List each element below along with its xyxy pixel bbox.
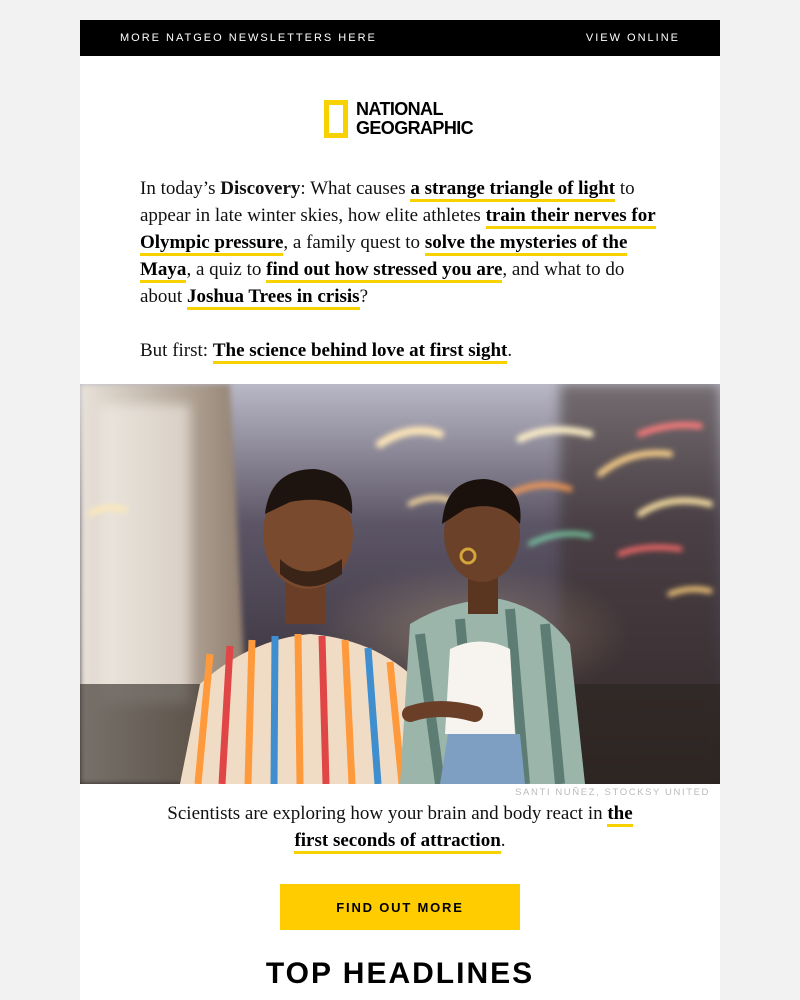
hero-photo[interactable]: [80, 384, 720, 784]
but-first-paragraph: [140, 337, 665, 364]
logo-line-1: NATIONAL: [356, 99, 443, 119]
intro-text-segment: But first:: [140, 340, 213, 361]
intro-text-segment: ?: [359, 286, 369, 307]
intro-text-segment: , a family quest to: [283, 232, 425, 253]
intro-text-segment: to appear in late winter skies, how elite athletes: [140, 178, 635, 226]
email-container: [80, 20, 720, 1000]
intro-paragraph: [140, 175, 665, 310]
hero-caption: [150, 800, 650, 854]
discovery-bold: Discovery: [220, 178, 301, 199]
top-headlines-heading: TOP HEADLINES: [265, 957, 535, 990]
caption-text-segment: .: [500, 830, 506, 851]
couple-city-lights-image: [80, 384, 720, 784]
logo-line-2: GEOGRAPHIC: [356, 118, 474, 138]
maya-mysteries-link[interactable]: solve the mysteries of the Maya: [140, 232, 627, 283]
view-online-link[interactable]: VIEW ONLINE: [585, 32, 680, 44]
intro-text-segment: , a quiz to: [186, 259, 267, 280]
intro-text: [140, 175, 665, 364]
intro-text-segment: : What causes: [300, 178, 411, 199]
first-seconds-link[interactable]: the first seconds of attraction: [294, 803, 632, 854]
caption-text-segment: Scientists are exploring how your brain and body react in: [167, 803, 608, 824]
joshua-trees-link[interactable]: Joshua Trees in crisis: [187, 286, 360, 310]
triangle-of-light-link[interactable]: a strange triangle of light: [410, 178, 615, 202]
more-newsletters-link[interactable]: MORE NATGEO NEWSLETTERS HERE: [120, 32, 377, 44]
olympic-nerves-link[interactable]: train their nerves for Olympic pressure: [140, 205, 656, 256]
find-out-more-button[interactable]: FIND OUT MORE: [280, 884, 520, 930]
intro-text-segment: In today’s: [140, 178, 221, 199]
love-at-first-sight-link[interactable]: The science behind love at first sight: [213, 340, 508, 364]
intro-text-segment: .: [507, 340, 513, 361]
photo-credit: SANTI NUÑEZ, STOCKSY UNITED: [515, 787, 710, 798]
stress-quiz-link[interactable]: find out how stressed you are: [266, 259, 502, 283]
intro-text-segment: , and what to do about: [140, 259, 625, 307]
logo-wordmark: [356, 100, 473, 138]
top-bar: [80, 20, 720, 56]
natgeo-logo[interactable]: [324, 100, 473, 138]
logo-yellow-border-icon: [324, 100, 348, 138]
